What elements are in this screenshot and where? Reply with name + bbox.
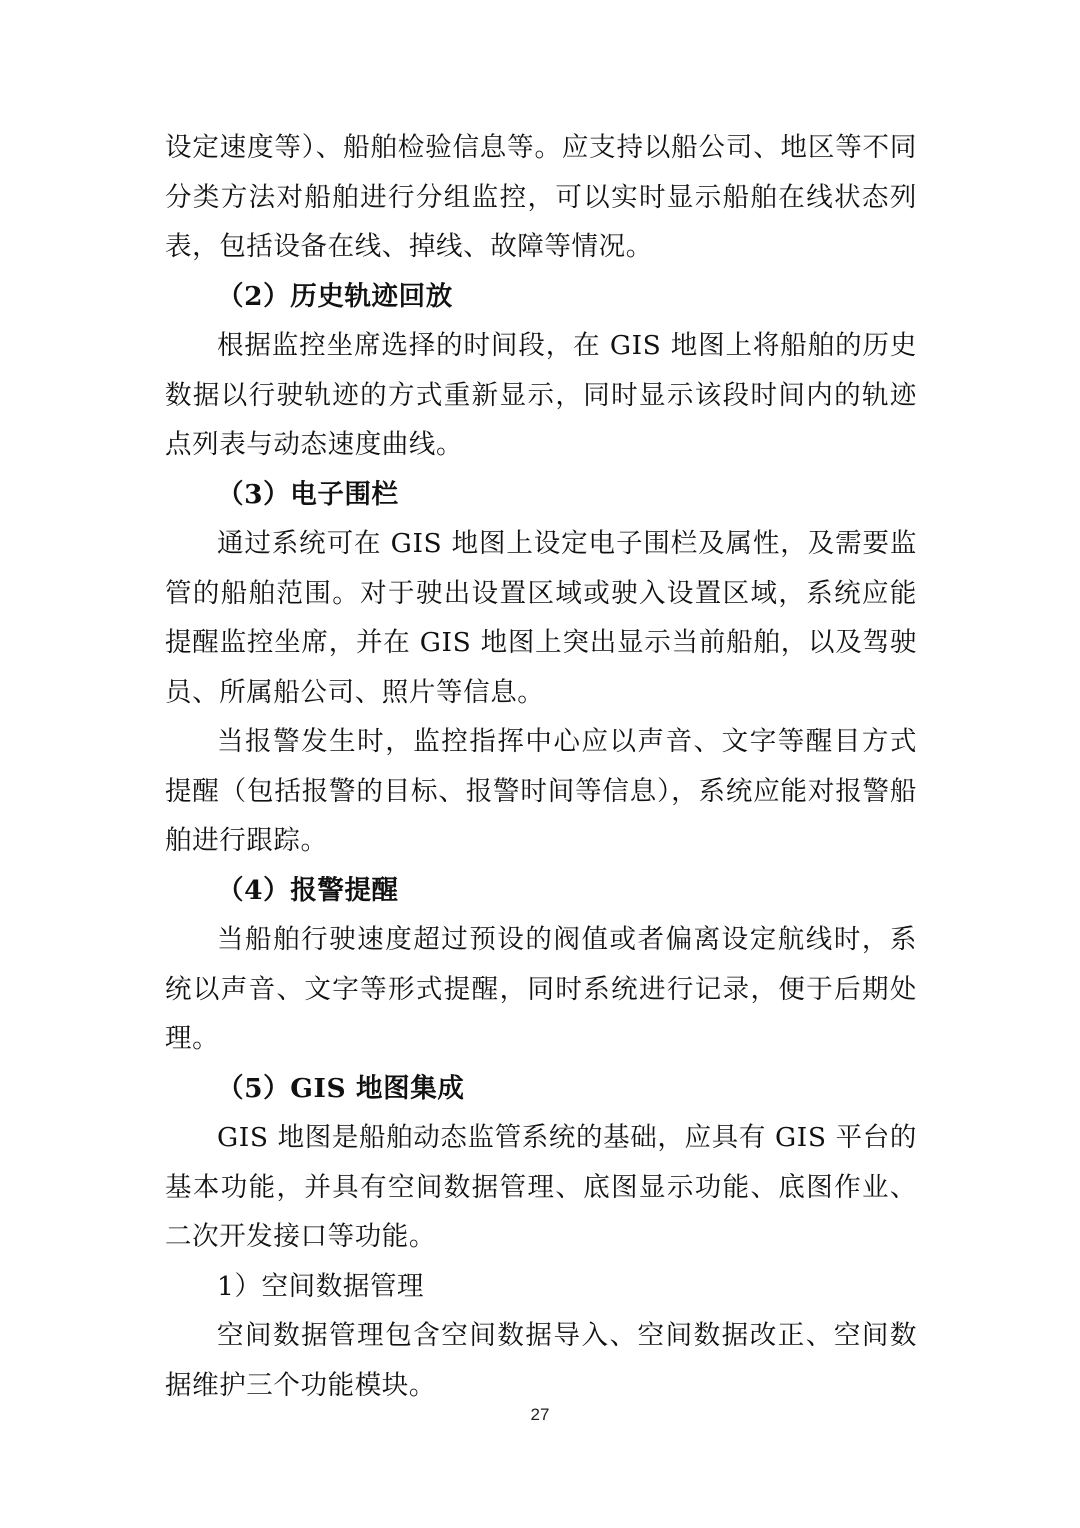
paragraph-history-track: 根据监控坐席选择的时间段，在 GIS 地图上将船舶的历史数据以行驶轨迹的方式重新显示，同时显示该段时间内的轨迹点列表与动态速度曲线。 [165,330,917,460]
paragraph-alarm-reminder: 当船舶行驶速度超过预设的阀值或者偏离设定航线时，系统以声音、文字等形式提醒，同时系统进行记录，便于后期处理。 [165,924,917,1054]
heading-gis-map-integration: （5）GIS 地图集成 [217,1072,465,1104]
heading-history-track-playback: （2）历史轨迹回放 [217,280,453,312]
paragraph-alarm-occurs: 当报警发生时，监控指挥中心应以声音、文字等醒目方式提醒（包括报警的目标、报警时间等信息），系统应能对报警船舶进行跟踪。 [165,726,917,856]
page-number: 27 [530,1405,550,1424]
paragraph-vessel-monitoring-cont: 设定速度等）、船舶检验信息等。应支持以船公司、地区等不同分类方法对船舶进行分组监控，可以实时显示船舶在线状态列表，包括设备在线、掉线、故障等情况。 [165,132,917,262]
subheading-spatial-data-management: 1）空间数据管理 [217,1270,425,1302]
heading-electronic-fence: （3）电子围栏 [217,478,399,510]
page-body [165,123,917,1410]
paragraph-spatial-data: 空间数据管理包含空间数据导入、空间数据改正、空间数据维护三个功能模块。 [165,1320,917,1401]
paragraph-electronic-fence: 通过系统可在 GIS 地图上设定电子围栏及属性，及需要监管的船舶范围。对于驶出设置区域或驶入设置区域，系统应能提醒监控坐席，并在 GIS 地图上突出显示当前船舶，以及驾驶员、所属船公司、照片等信息。 [165,528,917,708]
paragraph-gis-map: GIS 地图是船舶动态监管系统的基础，应具有 GIS 平台的基本功能，并具有空间数据管理、底图显示功能、底图作业、二次开发接口等功能。 [165,1122,917,1252]
heading-alarm-reminder: （4）报警提醒 [217,874,399,906]
